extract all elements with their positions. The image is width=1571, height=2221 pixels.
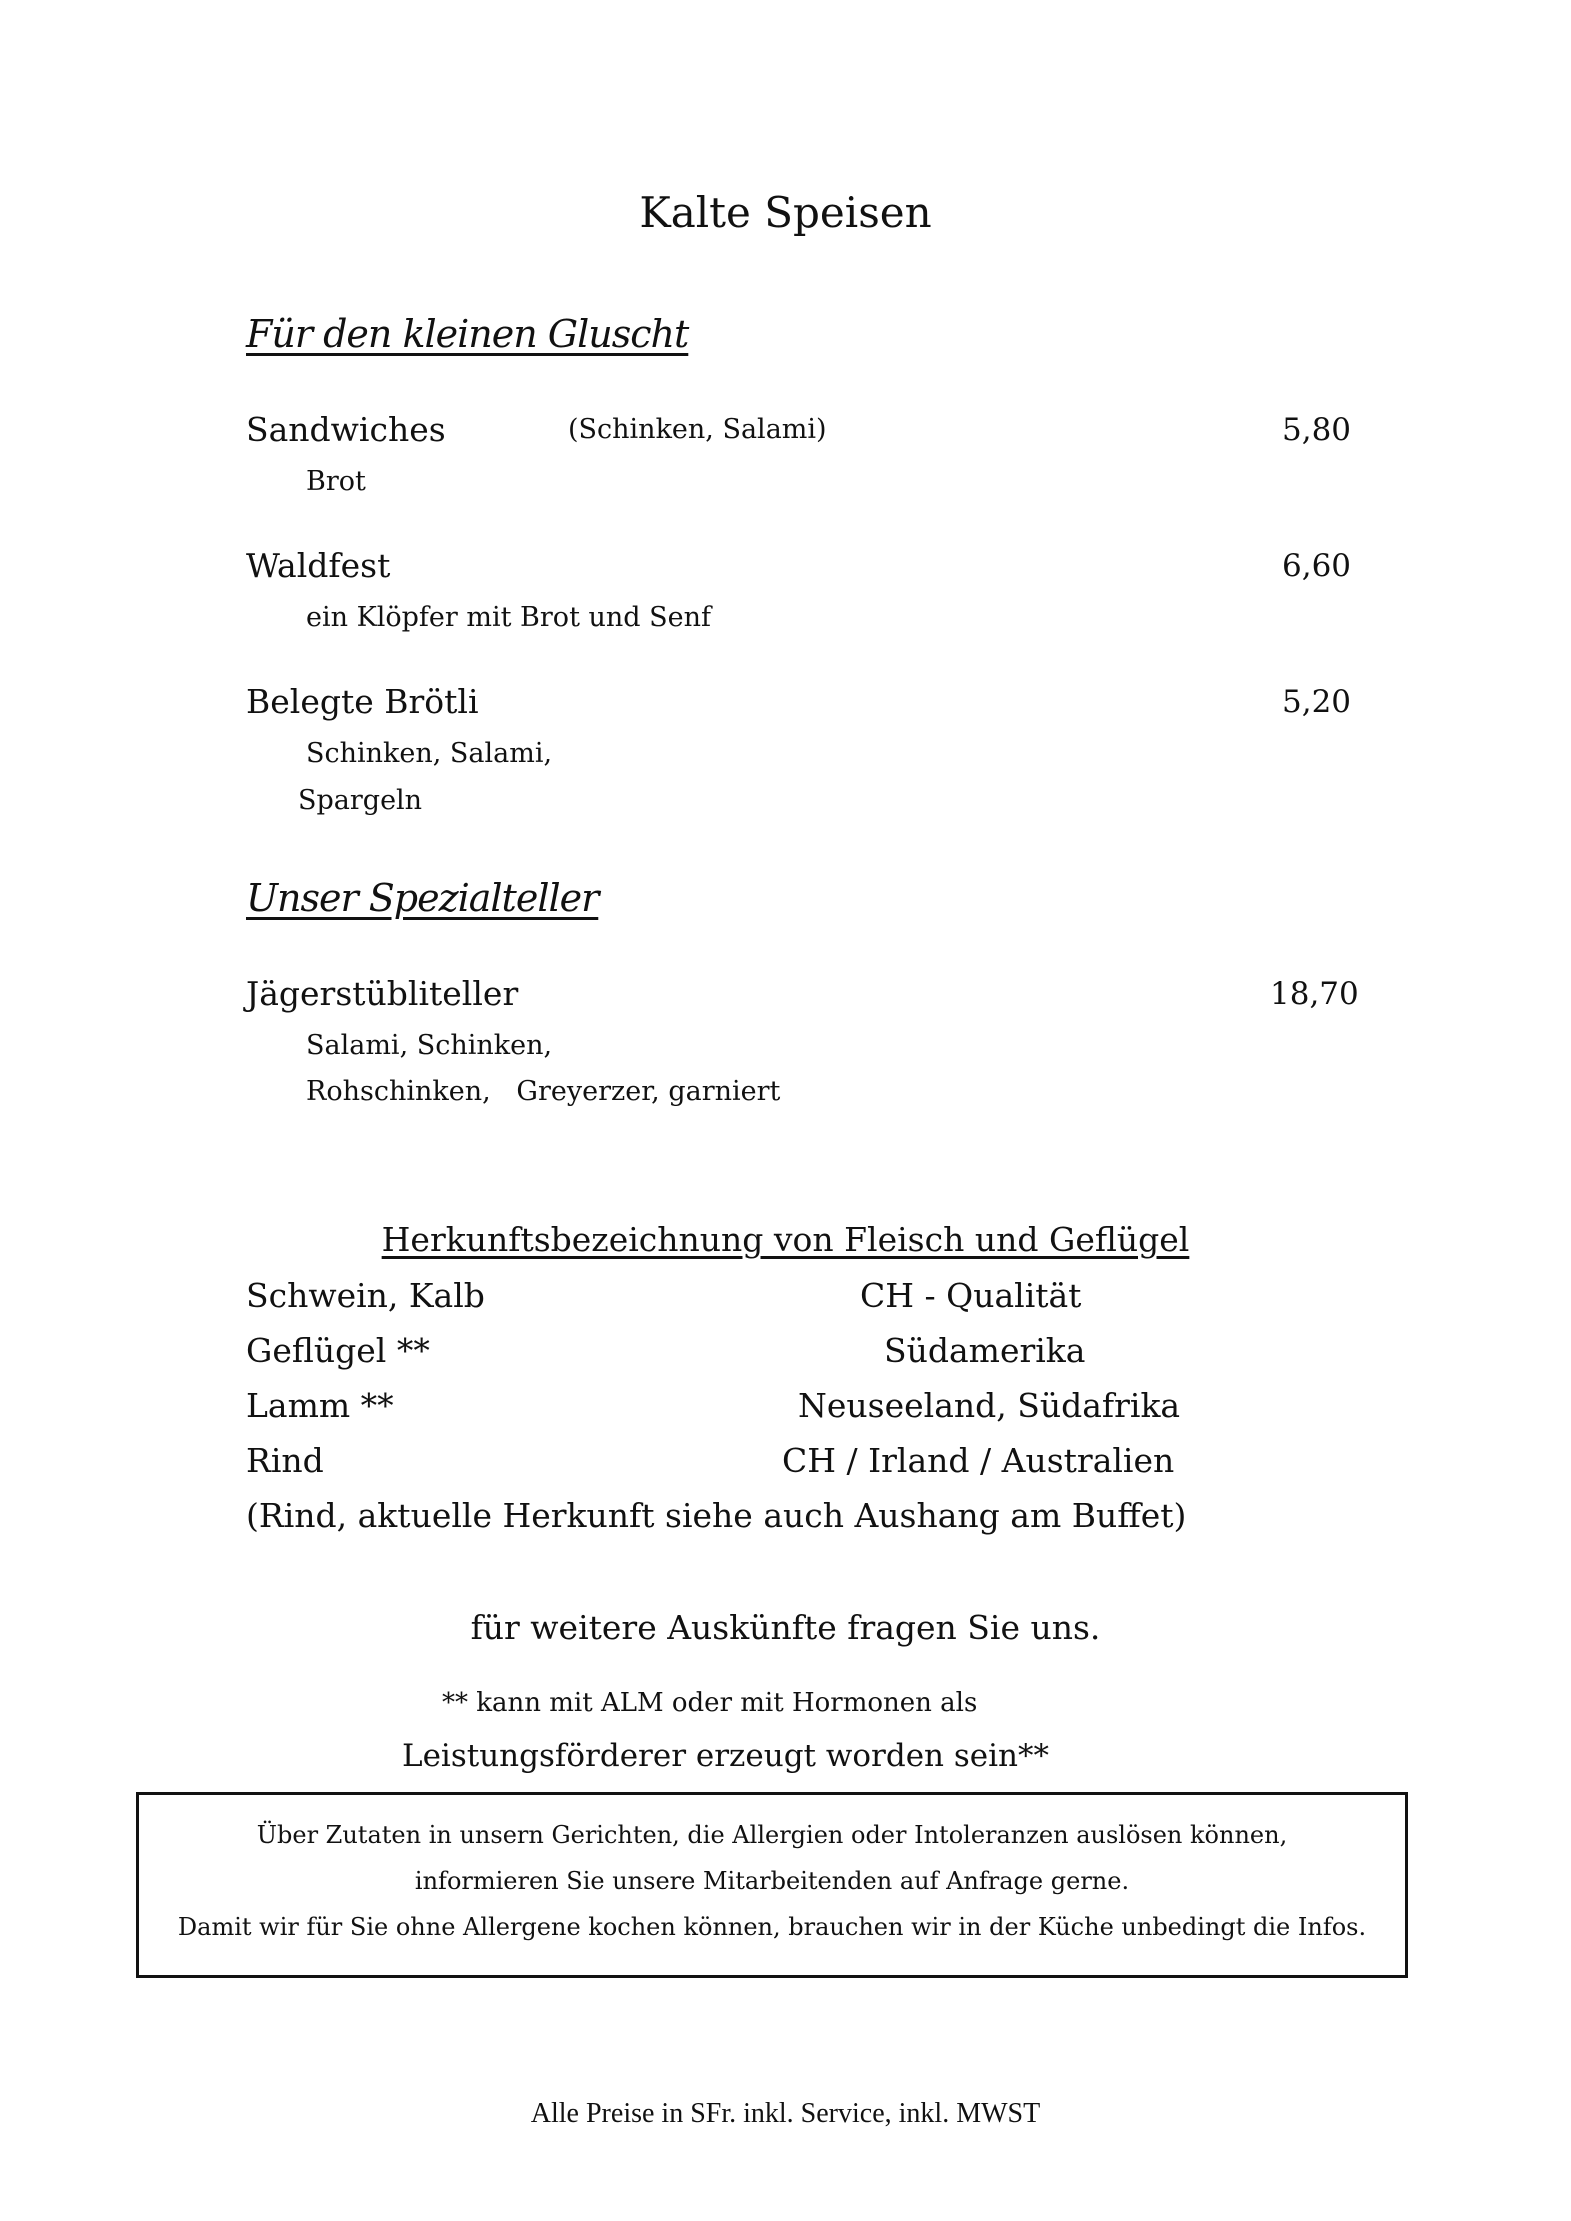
allergy-info-box (136, 1792, 1408, 1978)
item-price-belegte-broetli: 5,20 (1282, 684, 1352, 720)
origin-country: CH / Irland / Australien (782, 1441, 1175, 1480)
origin-meat: Schwein, Kalb (246, 1276, 485, 1315)
alm-note-line-2: Leistungsförderer erzeugt worden sein** (402, 1738, 1050, 1774)
item-name-sandwiches: Sandwiches (246, 410, 446, 449)
price-footer: Alle Preise in SFr. inkl. Service, inkl. MWST (530, 2098, 1041, 2129)
origin-meat: Rind (246, 1441, 324, 1480)
origin-meat: Geflügel ** (246, 1331, 430, 1370)
origin-meat: Lamm ** (246, 1386, 394, 1425)
item-detail: ein Klöpfer mit Brot und Senf (306, 602, 711, 633)
allergy-line-1: Über Zutaten in unsern Gerichten, die Allergien oder Intoleranzen auslösen können, (256, 1821, 1288, 1849)
item-detail: Brot (306, 466, 366, 497)
alm-note-line-1: ** kann mit ALM oder mit Hormonen als (442, 1688, 978, 1718)
item-price-waldfest: 6,60 (1282, 548, 1352, 584)
item-detail: Salami, Schinken, (306, 1030, 553, 1061)
info-ask: für weitere Auskünfte fragen Sie uns. (470, 1608, 1101, 1647)
item-name-waldfest: Waldfest (246, 546, 391, 585)
item-name-jaegerstuebliteller: Jägerstübliteller (246, 974, 519, 1013)
origin-country: Südamerika (884, 1331, 1086, 1370)
section-heading-kleiner-gluscht: Für den kleinen Gluscht (246, 312, 689, 356)
allergy-line-2: informieren Sie unsere Mitarbeitenden auf Anfrage gerne. (414, 1867, 1130, 1895)
item-name-belegte-broetli: Belegte Brötli (246, 682, 479, 721)
item-note-sandwiches: (Schinken, Salami) (568, 414, 827, 445)
item-price-sandwiches: 5,80 (1282, 412, 1352, 448)
item-price-jaegerstuebliteller: 18,70 (1270, 976, 1359, 1012)
origin-country: CH - Qualität (860, 1276, 1082, 1315)
section-heading-spezialteller: Unser Spezialteller (246, 876, 599, 920)
origin-note: (Rind, aktuelle Herkunft siehe auch Aushang am Buffet) (246, 1496, 1187, 1535)
allergy-line-3: Damit wir für Sie ohne Allergene kochen können, brauchen wir in der Küche unbedingt die Infos. (177, 1913, 1367, 1941)
page-title: Kalte Speisen (639, 188, 932, 237)
item-detail: Schinken, Salami, (306, 738, 553, 769)
item-detail: Spargeln (298, 785, 423, 816)
item-detail: Rohschinken, Greyerzer, garniert (306, 1076, 781, 1107)
origin-country: Neuseeland, Südafrika (798, 1386, 1181, 1425)
origin-heading: Herkunftsbezeichnung von Fleisch und Geflügel (381, 1220, 1190, 1259)
